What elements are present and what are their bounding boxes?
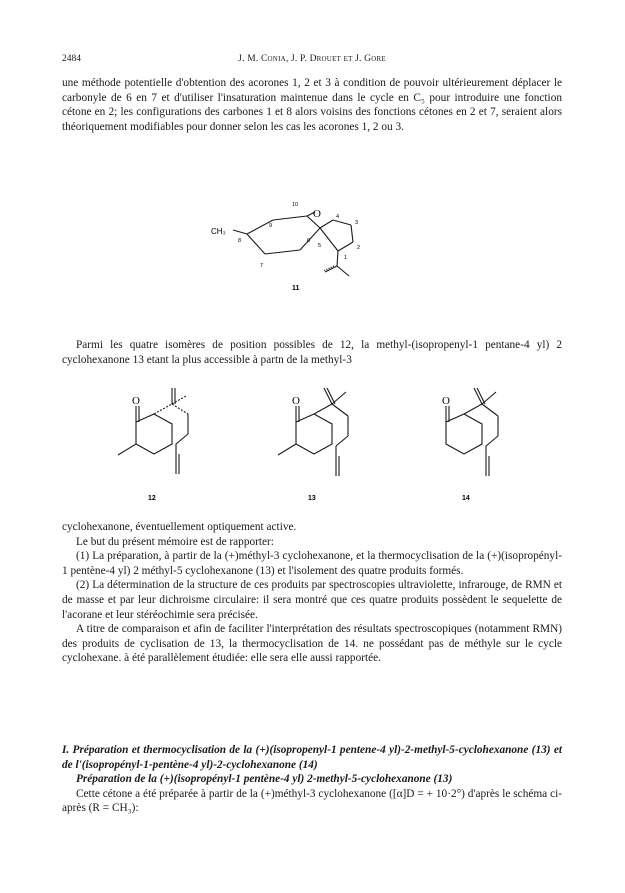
body-p3: (1) La préparation, à partir de la (+)méthyl-3 cyclohexanone, et la thermocyclisation de la (+)(isopropényl-1 pentène-4 yl) 2 méthyl-5 cyclohexanone (13) et l'isolement des quatre produits formés.: [62, 550, 562, 577]
running-title: J. M. Conia, J. P. Drouet et J. Gore: [238, 54, 386, 64]
atom-4: 4: [336, 214, 340, 220]
structure-11-diagram: [205, 192, 405, 302]
structure-14-label: 14: [462, 495, 470, 502]
body-p2: Le but du présent mémoire est de rapporter:: [76, 535, 274, 548]
section-heading: I. Préparation et thermocyclisation de la (+)(isopropenyl-1 pentene-4 yl)-2-methyl-5-cyclohexanone (13) et de l'(isopropényl-1-pentène-4 yl)-2-cyclohexanone (14): [62, 744, 562, 771]
atom-8: 8: [238, 238, 242, 244]
body-p1: cyclohexanone, éventuellement optiquement active.: [62, 521, 297, 533]
atom-6: 6: [307, 238, 311, 244]
page-header: [62, 54, 562, 68]
section-text: Cette cétone a été préparée à partir de la (+)méthyl-3 cyclohexanone ([α]D = + 10·2°) d'après le schéma ci-après (R = CH₃):: [62, 787, 562, 815]
structure-11-bonds: [233, 212, 353, 276]
structure-12-label: 12: [148, 495, 156, 502]
structure-14-oxygen: O: [442, 395, 450, 407]
structure-13-bonds: [278, 388, 348, 476]
page-number: 2484: [62, 54, 81, 64]
body-p4: (2) La détermination de la structure de ces produits par spectroscopies ultraviolette, infrarouge, de RMN et de masse et par leur dichroisme circulaire: il sera montré que ces quatre produits possèdent le sequelette de l'acorane et leur stéréochimie sera précisée.: [62, 579, 562, 621]
intro-paragraph: [62, 76, 562, 134]
structure-11-ch3: CH₃: [211, 227, 226, 236]
isomers-text: Parmi les quatre isomères de position possibles de 12, la methyl-(isopropenyl-1 pentane-4 yl) 2 cyclohexanone 13 etant la plus accessible à partn de la methyl-3: [62, 339, 562, 366]
section-i: [62, 743, 562, 816]
body-text: [62, 520, 562, 666]
atom-5: 5: [318, 243, 322, 249]
intro-text: une méthode potentielle d'obtention des acorones 1, 2 et 3 à condition de pouvoir ultérieurement déplacer le carbonyle de 6 en 7 et d'utiliser l'insaturation maintenue dans le cycle en C₅ pour introduire une fonction cétone en 2; les configurations des carbones 1 et 8 alors voisins des fonctions cétones en 2 et 7, seraient alors théoriquement modifiables pour donner selon les cas les acorones 1, 2 ou 3.: [62, 77, 562, 133]
structures-12-13-14-diagram: [110, 382, 530, 508]
atom-7: 7: [260, 263, 264, 269]
structure-11-oxygen: O: [313, 208, 321, 220]
structure-13-label: 13: [308, 495, 316, 502]
isomers-paragraph: [62, 338, 562, 367]
atom-10: 10: [292, 202, 299, 208]
structure-13-oxygen: O: [292, 395, 300, 407]
structure-11-label: 11: [292, 285, 300, 292]
structure-12-oxygen: O: [132, 395, 140, 407]
atom-1: 1: [344, 255, 348, 261]
structure-14-bonds: [446, 388, 498, 476]
body-p5: A titre de comparaison et afin de faciliter l'interprétation des résultats spectroscopiques (notamment RMN) des produits de cyclisation de 13, la thermocyclisation de 14. ne possédant pas de méthyle sur le cycle cyclohexane. à été parallèlement étudiée: elle sera elle aussi rapportée.: [62, 623, 562, 665]
structure-12-bonds: [118, 388, 188, 474]
atom-2: 2: [357, 245, 361, 251]
atom-3: 3: [355, 220, 359, 226]
section-subheading: Préparation de la (+)(isopropényl-1 pentène-4 yl) 2-methyl-5-cyclohexanone (13): [76, 773, 453, 786]
atom-9: 9: [269, 223, 273, 229]
